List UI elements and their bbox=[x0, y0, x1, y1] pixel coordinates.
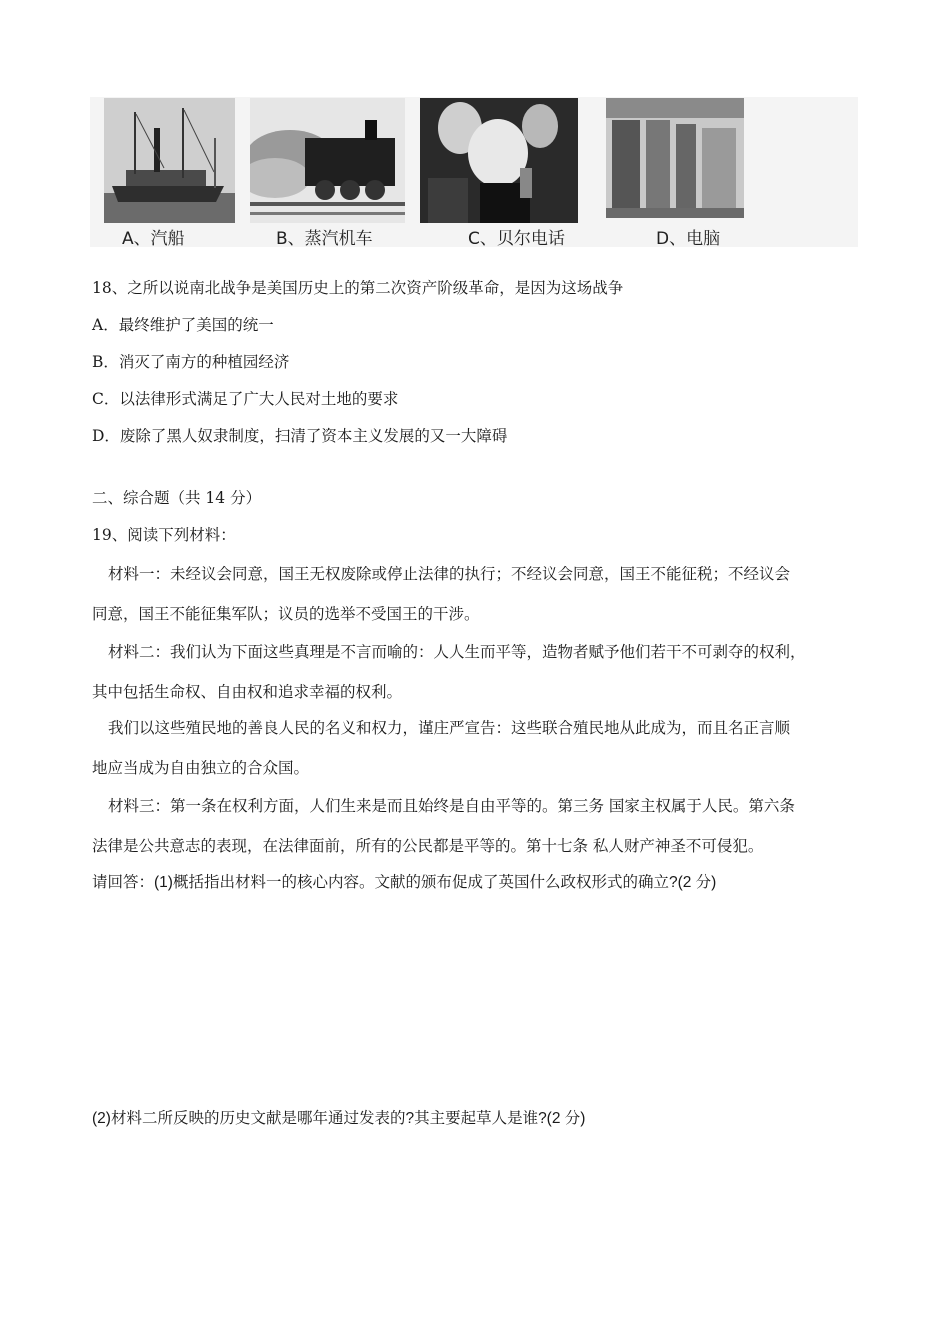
section-heading: 二、综合题（共 14 分） bbox=[92, 489, 262, 507]
material2-line3: 我们以这些殖民地的善良人民的名义和权力，谨庄严宣告：这些联合殖民地从此成为，而且名正言顺 bbox=[108, 719, 791, 737]
computer-photo bbox=[606, 98, 744, 218]
q19-intro: 19、阅读下列材料： bbox=[92, 526, 236, 544]
q18-option-d: D．废除了黑人奴隶制度，扫清了资本主义发展的又一大障碍 bbox=[92, 427, 508, 445]
q18-option-c: C．以法律形式满足了广大人民对土地的要求 bbox=[92, 390, 399, 408]
caption-d: D、电脑 bbox=[656, 229, 721, 249]
material3-line1: 材料三：第一条在权利方面，人们生来是而且始终是自由平等的。第三务 国家主权属于人民。第六条 bbox=[108, 797, 795, 815]
question-1: 请回答：(1)概括指出材料一的核心内容。文献的颁布促成了英国什么政权形式的确立?(2 分) bbox=[92, 874, 717, 891]
steamship-photo bbox=[104, 98, 235, 223]
material2-line2: 其中包括生命权、自由权和追求幸福的权利。 bbox=[92, 683, 403, 701]
q18-stem: 18、之所以说南北战争是美国历史上的第二次资产阶级革命，是因为这场战争 bbox=[92, 279, 624, 297]
q18-option-b: B．消灭了南方的种植园经济 bbox=[92, 353, 290, 371]
q18-option-a: A．最终维护了美国的统一 bbox=[92, 316, 274, 334]
caption-b: B、蒸汽机车 bbox=[276, 229, 373, 249]
material2-line1: 材料二：我们认为下面这些真理是不言而喻的：人人生而平等，造物者赋予他们若干不可剥夺的权利， bbox=[108, 643, 806, 661]
caption-c: C、贝尔电话 bbox=[468, 229, 565, 249]
locomotive-photo bbox=[250, 98, 405, 223]
material1-line2: 同意，国王不能征集军队；议员的选举不受国王的干涉。 bbox=[92, 605, 480, 623]
caption-a: A、汽船 bbox=[122, 229, 185, 249]
material1-line1: 材料一：未经议会同意，国王无权废除或停止法律的执行；不经议会同意，国王不能征税；不经议会 bbox=[108, 565, 791, 583]
bell-telephone-photo bbox=[420, 98, 578, 223]
material2-line4: 地应当成为自由独立的合众国。 bbox=[92, 759, 310, 777]
question-2: (2)材料二所反映的历史文献是哪年通过发表的?其主要起草人是谁?(2 分) bbox=[92, 1110, 586, 1127]
material3-line2: 法律是公共意志的表现，在法律面前，所有的公民都是平等的。第十七条 私人财产神圣不可侵犯。 bbox=[92, 837, 764, 855]
